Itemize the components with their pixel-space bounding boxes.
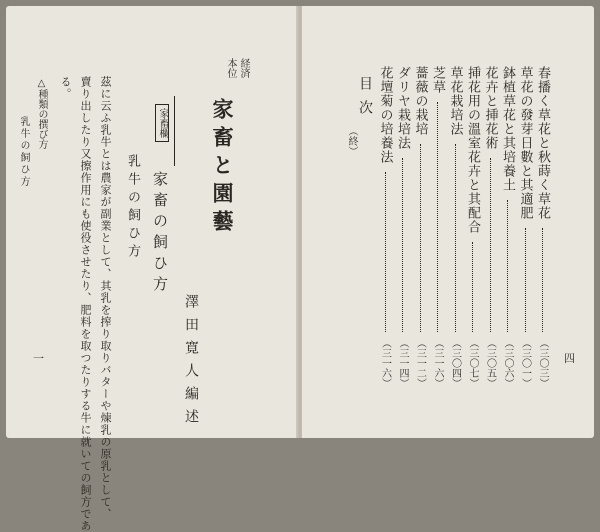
body-line-3: る。	[59, 76, 72, 100]
toc-entry-title: 花壇菊の培養法	[377, 66, 393, 164]
series-label-line2: 本位	[225, 58, 236, 78]
toc-entry-page: （三〇三）	[537, 338, 548, 388]
toc-entry-title: 挿花用の溫室花卉と其配合	[465, 66, 480, 234]
page-number-left: 一	[33, 352, 44, 365]
toc-entry-page: （三一六）	[432, 338, 443, 388]
section-title: 家畜の飼ひ方	[151, 171, 169, 297]
series-label-line1: 経済	[238, 58, 249, 78]
toc-leader-dots	[525, 228, 526, 332]
toc-leader-dots	[507, 200, 508, 332]
toc-entry-page: （三〇七）	[467, 338, 478, 388]
toc-leader-dots	[420, 144, 421, 332]
toc-leader-dots	[385, 172, 386, 332]
toc-leader-dots	[437, 102, 438, 332]
toc-leader-dots	[542, 228, 543, 332]
body-line-2: 賣り出したり又擦作用にも使役させたり、肥料を取つたりする牛に就いての飼方であ	[79, 76, 92, 532]
section-label: 家畜欄	[155, 104, 169, 142]
toc-entry-page: （三一二）	[414, 338, 426, 388]
section-rule	[174, 96, 175, 166]
toc-entry-title: ダリヤ栽培法	[395, 66, 410, 150]
toc-entry-title: 芝草	[430, 66, 445, 94]
toc-leader-dots	[402, 158, 403, 332]
toc-entry-title: 春播く草花と秋蒔く草花	[535, 66, 550, 220]
page-number-right: 四	[564, 352, 575, 365]
left-page	[6, 6, 298, 532]
toc-entry-page: （三一六）	[379, 338, 391, 388]
toc-entry-page: （三〇五）	[484, 338, 496, 388]
toc-entry-title: 草花の發芽日數と其適肥	[517, 66, 533, 220]
toc-leader-dots	[455, 144, 456, 332]
subheading: △種類の撰び方	[36, 78, 47, 149]
toc-entry-page: （三〇一）	[519, 338, 531, 388]
right-page	[302, 6, 594, 438]
running-head: 乳牛の飼ひ方	[18, 116, 29, 188]
toc-entry-title: 花卉と挿花術	[482, 66, 498, 150]
book-title: 家畜と園藝	[210, 98, 235, 238]
toc-entry-page: （三〇四）	[449, 338, 461, 388]
toc-leader-dots	[490, 158, 491, 332]
toc-entry-page: （三〇六）	[502, 338, 513, 388]
toc-end: （終）	[346, 126, 357, 156]
toc-entry-title: 薔薇の栽培	[412, 66, 428, 136]
toc-leader-dots	[472, 242, 473, 332]
toc-entry-title: 草花栽培法	[447, 66, 463, 136]
author-name: 澤田寛人編述	[183, 294, 199, 432]
toc-entry-page: （三一四）	[397, 338, 408, 388]
toc-entry-title: 鉢植草花と其培養土	[500, 66, 515, 192]
body-line-1: 茲に云ふ乳牛とは農家が副業として、其乳を搾り取りバターや煉乳の原乳として、	[99, 76, 112, 520]
toc-heading: 目次	[357, 76, 373, 124]
chapter-title: 乳牛の飼ひ方	[125, 154, 140, 262]
